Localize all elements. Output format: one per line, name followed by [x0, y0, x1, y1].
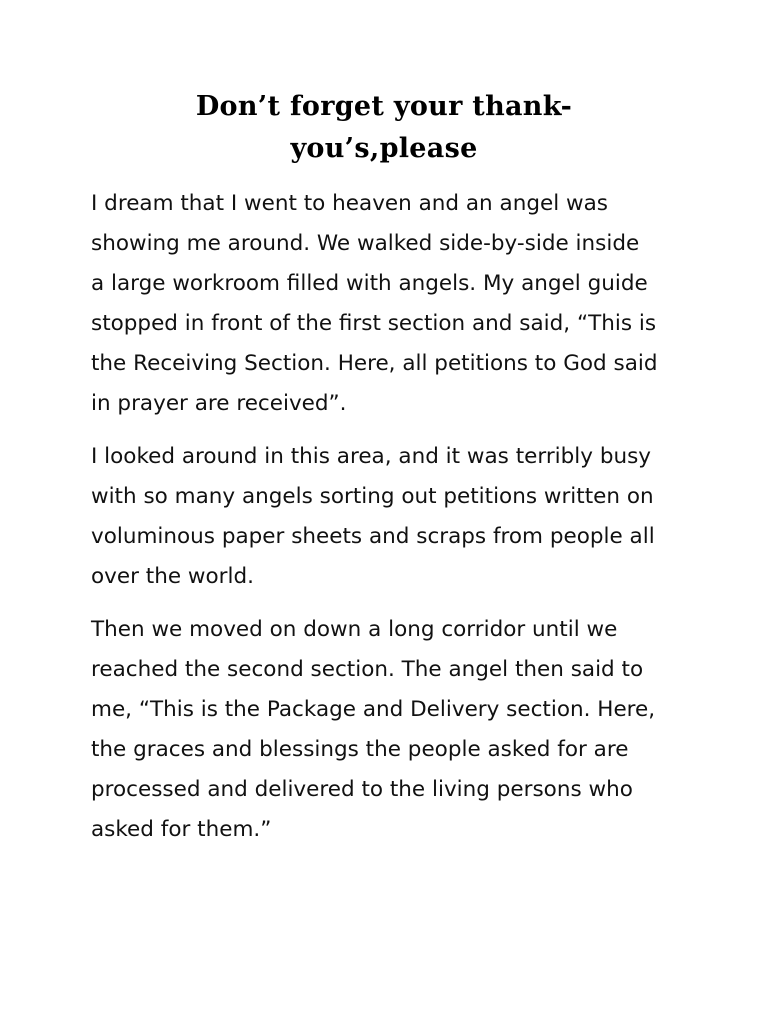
text-line: stopped in front of the first section and said, “This is [91, 311, 657, 336]
text-line: in prayer are received”. [91, 391, 347, 416]
text-line: with so many angels sorting out petitions written on [91, 484, 654, 509]
text-line: asked for them.” [91, 817, 272, 842]
text-line: over the world. [91, 564, 254, 589]
text-line: the graces and blessings the people asked for are [91, 737, 629, 762]
text-line: showing me around. We walked side-by-side inside [91, 231, 640, 256]
text-line: I dream that I went to heaven and an angel was [91, 191, 608, 216]
text-line: voluminous paper sheets and scraps from people all [91, 524, 655, 549]
title-line: you’s,please [290, 133, 478, 164]
paragraph-1 [91, 184, 681, 424]
text-line: Then we moved on down a long corridor until we [91, 617, 618, 642]
text-line: a large workroom filled with angels. My angel guide [91, 271, 648, 296]
body-text [91, 184, 681, 863]
paragraph-2 [91, 437, 681, 597]
text-line: I looked around in this area, and it was terribly busy [91, 444, 652, 469]
title-line: Don’t forget your thank- [195, 91, 573, 122]
text-line: me, “This is the Package and Delivery section. Here, [91, 697, 656, 722]
text-line: the Receiving Section. Here, all petitions to God said [91, 351, 658, 376]
page-title [90, 86, 678, 170]
paragraph-3 [91, 610, 681, 850]
text-line: processed and delivered to the living persons who [91, 777, 633, 802]
text-line: reached the second section. The angel then said to [91, 657, 644, 682]
